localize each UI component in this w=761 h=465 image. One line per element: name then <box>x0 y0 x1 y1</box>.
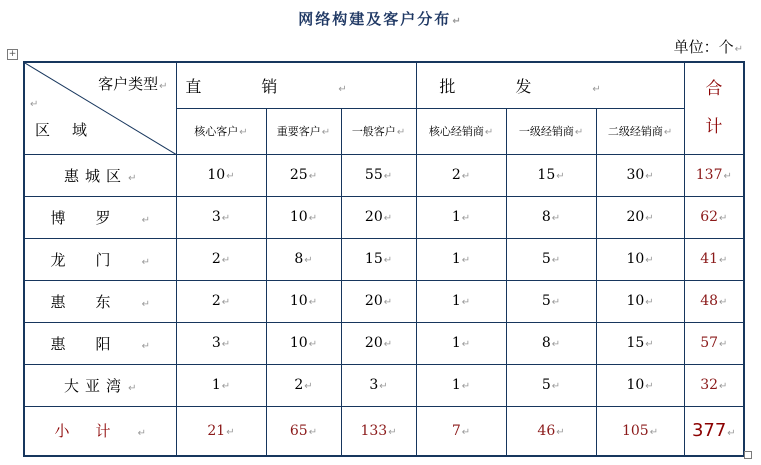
sub-header-text: 一般客户 <box>351 125 396 138</box>
paragraph-mark: ↵ <box>221 213 231 224</box>
paragraph-mark: ↵ <box>551 255 561 266</box>
value-cell <box>416 154 506 196</box>
value-cell <box>341 196 416 238</box>
value-cell <box>266 154 341 196</box>
paragraph-mark: ↵ <box>452 16 463 27</box>
paragraph-mark: ↵ <box>383 213 393 224</box>
paragraph-mark: ↵ <box>645 381 654 392</box>
region-cell <box>24 238 176 280</box>
row-total-cell-text: 62 <box>700 209 719 225</box>
paragraph-mark: ↵ <box>383 255 393 266</box>
direct-sales-text: 直销 <box>185 76 338 96</box>
value-cell-text: 10 <box>289 335 308 351</box>
region-cell <box>24 322 176 364</box>
paragraph-mark: ↵ <box>221 297 231 308</box>
sub-header-cell <box>176 108 266 154</box>
document-title <box>0 8 761 29</box>
sub-header-text: 核心经销商 <box>428 125 484 138</box>
paragraph-mark: ↵ <box>645 171 654 182</box>
table-row <box>24 238 744 280</box>
value-cell-text: 20 <box>364 293 383 309</box>
table-body <box>24 154 744 406</box>
corner-header-bottom: 区域 <box>35 120 110 139</box>
wholesale-header <box>416 62 684 108</box>
value-cell <box>341 238 416 280</box>
value-cell-text: 55 <box>364 167 383 183</box>
summary-row <box>24 406 744 456</box>
sub-header-cell <box>266 108 341 154</box>
table-row <box>24 280 744 322</box>
paragraph-mark: ↵ <box>719 339 728 350</box>
value-cell <box>266 238 341 280</box>
summary-value-cell <box>176 406 266 456</box>
paragraph-mark: ↵ <box>461 213 471 224</box>
value-cell <box>596 238 684 280</box>
paragraph-mark: ↵ <box>221 339 231 350</box>
value-cell-text: 15 <box>626 335 645 351</box>
value-cell-text: 5 <box>541 293 551 309</box>
value-cell <box>341 280 416 322</box>
paragraph-mark: ↵ <box>338 83 407 95</box>
value-cell <box>416 196 506 238</box>
paragraph-mark: ↵ <box>551 381 561 392</box>
table-row <box>24 154 744 196</box>
value-cell-text: 10 <box>207 167 226 183</box>
paragraph-mark: ↵ <box>719 255 728 266</box>
paragraph-mark: ↵ <box>663 127 673 138</box>
value-cell <box>506 238 596 280</box>
corner-header-cell <box>24 62 176 154</box>
value-cell <box>506 196 596 238</box>
total-header <box>684 62 744 154</box>
value-cell <box>176 154 266 196</box>
value-cell <box>506 154 596 196</box>
value-cell <box>176 196 266 238</box>
value-cell-text: 20 <box>626 209 645 225</box>
value-cell <box>596 280 684 322</box>
corner-top-text: 客户类型 <box>98 75 159 93</box>
value-cell-text: 1 <box>211 377 221 393</box>
value-cell-text: 10 <box>289 209 308 225</box>
value-cell <box>341 364 416 406</box>
value-cell-text: 8 <box>541 209 551 225</box>
value-cell-text: 25 <box>289 167 308 183</box>
row-total-cell-text: 41 <box>700 251 719 267</box>
region-cell <box>24 196 176 238</box>
value-cell <box>416 238 506 280</box>
value-cell-text: 5 <box>541 377 551 393</box>
paragraph-mark: ↵ <box>308 171 318 182</box>
summary-value-cell <box>266 406 341 456</box>
value-cell <box>341 322 416 364</box>
summary-value: 7 <box>451 422 461 439</box>
paragraph-mark: ↵ <box>226 426 235 438</box>
paragraph-mark: ↵ <box>551 213 561 224</box>
paragraph-mark: ↵ <box>137 428 146 440</box>
paragraph-mark: ↵ <box>645 339 654 350</box>
paragraph-mark: ↵ <box>304 255 313 266</box>
region-cell-text: 博罗 <box>50 208 141 227</box>
region-cell-text: 龙门 <box>50 250 141 269</box>
paragraph-mark: ↵ <box>383 171 393 182</box>
value-cell-text: 3 <box>211 209 221 225</box>
paragraph-mark: ↵ <box>308 213 318 224</box>
value-cell <box>596 322 684 364</box>
summary-value-cell <box>341 406 416 456</box>
table-row <box>24 364 744 406</box>
paragraph-mark: ↵ <box>574 127 584 138</box>
row-total-cell <box>684 364 744 406</box>
paragraph-mark: ↵ <box>461 339 471 350</box>
paragraph-mark: ↵ <box>141 340 150 352</box>
paragraph-mark: ↵ <box>592 83 661 95</box>
region-cell <box>24 154 176 196</box>
unit-label <box>674 36 743 57</box>
value-cell-text: 10 <box>626 251 645 267</box>
paragraph-mark: ↵ <box>308 339 318 350</box>
table-resize-handle-icon[interactable] <box>744 451 752 459</box>
value-cell-text: 5 <box>541 251 551 267</box>
value-cell-text: 2 <box>451 167 461 183</box>
value-cell <box>266 322 341 364</box>
paragraph-mark: ↵ <box>461 255 471 266</box>
paragraph-mark: ↵ <box>308 426 318 438</box>
paragraph-mark: ↵ <box>128 172 137 184</box>
paragraph-mark: ↵ <box>308 297 318 308</box>
paragraph-mark: ↵ <box>719 381 728 392</box>
paragraph-mark: ↵ <box>461 426 471 438</box>
value-cell-text: 30 <box>626 167 645 183</box>
summary-value: 21 <box>207 422 226 439</box>
region-cell-text: 惠东 <box>50 292 141 311</box>
sub-header-text: 一级经销商 <box>518 125 574 138</box>
row-total-cell <box>684 196 744 238</box>
paragraph-mark: ↵ <box>727 428 736 440</box>
value-cell-text: 8 <box>294 251 304 267</box>
value-cell <box>596 196 684 238</box>
value-cell <box>176 322 266 364</box>
paragraph-mark: ↵ <box>551 339 561 350</box>
sub-header-text: 二级经销商 <box>607 125 663 138</box>
value-cell-text: 20 <box>364 209 383 225</box>
row-total-cell <box>684 154 744 196</box>
summary-value-cell <box>416 406 506 456</box>
sub-header-cell <box>506 108 596 154</box>
value-cell-text: 1 <box>451 377 461 393</box>
paragraph-mark: ↵ <box>159 81 168 92</box>
sub-header-cell <box>596 108 684 154</box>
paragraph-mark: ↵ <box>645 255 654 266</box>
value-cell <box>506 280 596 322</box>
value-cell <box>176 364 266 406</box>
direct-sales-header <box>176 62 416 108</box>
row-total-cell <box>684 280 744 322</box>
paragraph-mark: ↵ <box>719 213 728 224</box>
paragraph-mark: ↵ <box>645 297 654 308</box>
value-cell <box>176 280 266 322</box>
value-cell-text: 15 <box>537 167 556 183</box>
row-total-cell <box>684 238 744 280</box>
value-cell-text: 3 <box>369 377 379 393</box>
unit-label-text: 单位：个 <box>673 38 734 56</box>
sub-header-text: 重要客户 <box>276 125 321 138</box>
wholesale-text: 批发 <box>439 76 592 96</box>
value-cell-text: 10 <box>626 293 645 309</box>
summary-value-cell <box>596 406 684 456</box>
paragraph-mark: ↵ <box>239 127 248 138</box>
value-cell-text: 2 <box>294 377 304 393</box>
row-total-cell-text: 32 <box>700 377 719 393</box>
total-header-text: 合计 <box>705 78 723 137</box>
paragraph-mark: ↵ <box>461 297 471 308</box>
header-row-1 <box>24 62 744 108</box>
paragraph-mark: ↵ <box>649 426 659 438</box>
region-cell-text: 惠阳 <box>50 334 141 353</box>
paragraph-mark: ↵ <box>396 127 406 138</box>
paragraph-mark: ↵ <box>383 297 393 308</box>
table-move-handle-icon[interactable]: + <box>8 49 17 59</box>
summary-value: 133 <box>360 422 388 439</box>
paragraph-mark: ↵ <box>551 297 561 308</box>
paragraph-mark: ↵ <box>556 426 565 438</box>
value-cell-text: 1 <box>451 335 461 351</box>
summary-value-cell <box>506 406 596 456</box>
value-cell <box>596 364 684 406</box>
value-cell-text: 2 <box>211 251 221 267</box>
value-cell-text: 1 <box>451 209 461 225</box>
value-cell-text: 8 <box>541 335 551 351</box>
paragraph-mark: ↵ <box>379 381 388 392</box>
paragraph-mark: ↵ <box>645 213 654 224</box>
sub-header-text: 核心客户 <box>194 125 239 138</box>
row-total-cell-text: 137 <box>695 167 723 183</box>
region-cell <box>24 364 176 406</box>
value-cell <box>176 238 266 280</box>
grand-total-cell <box>684 406 744 456</box>
sub-header-cell <box>341 108 416 154</box>
value-cell-text: 10 <box>626 377 645 393</box>
value-cell <box>596 154 684 196</box>
grand-total-value: 377 <box>691 420 727 442</box>
table-row <box>24 196 744 238</box>
region-cell-text: 惠城区 <box>64 166 128 185</box>
value-cell-text: 1 <box>451 293 461 309</box>
region-cell <box>24 280 176 322</box>
customer-distribution-table <box>23 61 745 457</box>
summary-value: 46 <box>537 422 556 439</box>
paragraph-mark: ↵ <box>226 171 235 182</box>
paragraph-mark: ↵ <box>734 44 743 55</box>
paragraph-mark: ↵ <box>30 99 39 110</box>
value-cell <box>416 364 506 406</box>
value-cell-text: 2 <box>211 293 221 309</box>
row-total-cell <box>684 322 744 364</box>
region-cell-text: 大亚湾 <box>64 376 128 395</box>
value-cell-text: 10 <box>289 293 308 309</box>
value-cell <box>341 154 416 196</box>
paragraph-mark: ↵ <box>723 171 732 182</box>
paragraph-mark: ↵ <box>141 298 150 310</box>
paragraph-mark: ↵ <box>128 382 137 394</box>
value-cell <box>506 364 596 406</box>
paragraph-mark: ↵ <box>221 255 231 266</box>
paragraph-mark: ↵ <box>141 256 150 268</box>
summary-label-cell <box>24 406 176 456</box>
paragraph-mark: ↵ <box>484 127 494 138</box>
row-total-cell-text: 57 <box>700 335 719 351</box>
paragraph-mark: ↵ <box>321 127 331 138</box>
value-cell-text: 3 <box>211 335 221 351</box>
paragraph-mark: ↵ <box>719 297 728 308</box>
paragraph-mark: ↵ <box>383 339 393 350</box>
paragraph-mark: ↵ <box>461 171 471 182</box>
paragraph-mark: ↵ <box>556 171 565 182</box>
value-cell <box>416 280 506 322</box>
paragraph-mark: ↵ <box>461 381 471 392</box>
value-cell-text: 1 <box>451 251 461 267</box>
summary-value: 65 <box>289 422 308 439</box>
summary-label-text: 小计 <box>54 422 137 441</box>
value-cell <box>266 196 341 238</box>
paragraph-mark: ↵ <box>221 381 231 392</box>
table-row <box>24 322 744 364</box>
value-cell <box>416 322 506 364</box>
summary-value: 105 <box>621 422 649 439</box>
value-cell <box>506 322 596 364</box>
value-cell-text: 15 <box>364 251 383 267</box>
corner-header-top <box>98 73 167 94</box>
value-cell <box>266 280 341 322</box>
row-total-cell-text: 48 <box>700 293 719 309</box>
paragraph-mark: ↵ <box>141 214 150 226</box>
paragraph-mark: ↵ <box>304 381 313 392</box>
paragraph-mark: ↵ <box>388 426 397 438</box>
value-cell-text: 20 <box>364 335 383 351</box>
sub-header-cell <box>416 108 506 154</box>
document-title-text: 网络构建及客户分布 <box>298 10 452 28</box>
value-cell <box>266 364 341 406</box>
